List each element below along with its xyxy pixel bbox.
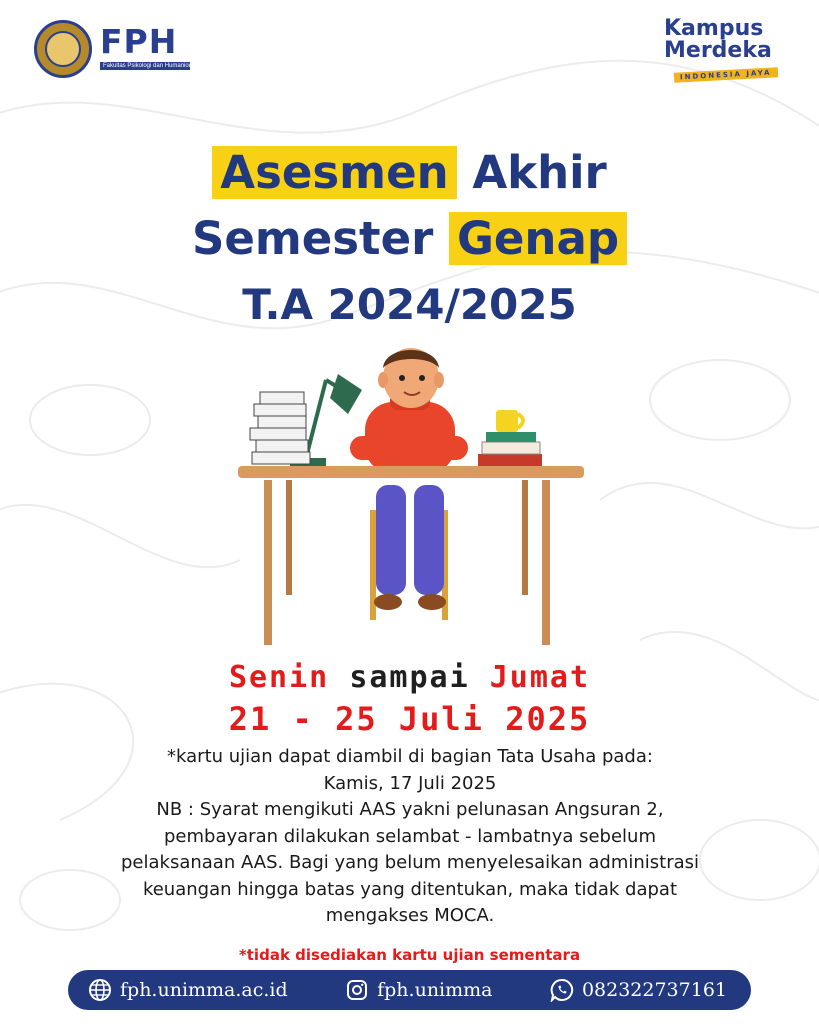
university-seal-icon bbox=[34, 20, 92, 78]
instagram-link[interactable] bbox=[345, 978, 492, 1002]
day-start: Senin bbox=[228, 660, 330, 695]
nb-line-4: keuangan hingga batas yang ditentukan, maka tidak dapat bbox=[142, 878, 678, 900]
nb-line-2: pembayaran dilakukan selambat - lambatnya sebelum bbox=[164, 825, 656, 847]
kampus-merdeka-line2: Merdeka bbox=[664, 38, 772, 63]
instagram-icon bbox=[345, 978, 369, 1002]
website-text: fph.unimma.ac.id bbox=[120, 979, 288, 1001]
kampus-merdeka-logo bbox=[664, 18, 790, 81]
fph-logo bbox=[100, 22, 195, 70]
title-highlight-asesmen: Asesmen bbox=[212, 146, 456, 199]
kampus-merdeka-line1: Kampus bbox=[664, 16, 764, 41]
warning-note: *tidak disediakan kartu ujian sementara bbox=[238, 946, 581, 964]
notes-block bbox=[60, 744, 760, 930]
title-text-akhir: Akhir bbox=[472, 146, 607, 199]
kampus-merdeka-tag: INDONESIA JAYA bbox=[674, 67, 778, 82]
title-text-semester: Semester bbox=[191, 212, 434, 265]
title-line-1 bbox=[0, 140, 819, 206]
globe-icon bbox=[88, 978, 112, 1002]
contact-footer bbox=[68, 970, 751, 1010]
exam-date-range: 21 - 25 Juli 2025 bbox=[228, 700, 591, 738]
title-line-2 bbox=[0, 206, 819, 272]
page-title bbox=[0, 140, 819, 338]
whatsapp-link[interactable] bbox=[550, 978, 727, 1002]
day-connector: sampai bbox=[349, 660, 470, 695]
whatsapp-icon bbox=[550, 978, 574, 1002]
day-end: Jumat bbox=[489, 660, 591, 695]
fph-logo-subtitle: Fakultas Psikologi dan Humaniora bbox=[100, 62, 190, 70]
nb-line-3: pelaksanaan AAS. Bagi yang belum menyelesaikan administrasi bbox=[120, 852, 700, 873]
card-pickup-note: *kartu ujian dapat diambil di bagian Tata Usaha pada: bbox=[167, 746, 653, 767]
title-academic-year: T.A 2024/2025 bbox=[242, 280, 577, 329]
nb-line-5: mengakses MOCA. bbox=[325, 905, 495, 926]
student-at-desk-illustration bbox=[230, 340, 590, 660]
whatsapp-text: 082322737161 bbox=[581, 979, 727, 1001]
card-pickup-date: Kamis, 17 Juli 2025 bbox=[323, 772, 497, 794]
fph-logo-text: FPH bbox=[100, 22, 178, 61]
exam-days bbox=[0, 660, 819, 695]
title-highlight-genap: Genap bbox=[449, 212, 627, 265]
instagram-text: fph.unimma bbox=[377, 979, 493, 1001]
website-link[interactable] bbox=[88, 978, 288, 1002]
nb-line-1: NB : Syarat mengikuti AAS yakni pelunasan Angsuran 2, bbox=[156, 799, 664, 820]
